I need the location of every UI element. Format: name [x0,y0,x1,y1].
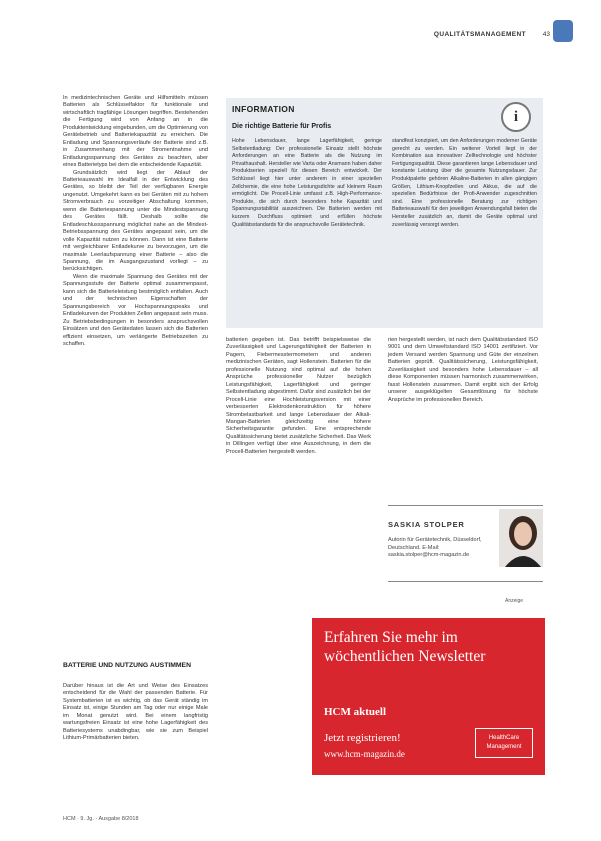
paragraph: Wenn die maximale Spannung des Gerätes mit der Spannungsstufe der Batterie optimal zusammenpasst, kann sich die Batterieleistung bestmöglich entfalten. Auch und der technischen Eigenschaften der Spannungsbereich vor Hochspannungspeaks und Entladekurven der Produkten Zellen angepasst sein muss. Zu Betriebsbedingungen in besonders anspruchsvollen Einsätzen und den Gerätedaten lassen sich die Batterien effizient einsetzen, um verlängerte Betriebszeiten zu schaffen. [63,273,208,347]
ad-register-link[interactable]: Jetzt registrieren! [324,732,401,744]
article-column-2: batterien gegeben ist. Das betrifft beispielsweise die Zuverlässigkeit und Lagerungsfähigkeit der Batterien in Pagern, Fiebermesstermometern und anderen medizinischen Geräten, sagt Hollenstein. Batterien für die professionelle Nutzung sind optimal auf die hohen Ansprüche professioneller Nutzer bezüglich Leistungsfähigkeit, Lagerfähigkeit und geringer Selbstentladung abgestimmt. Dafür sind zusätzlich bei der Procell-Linie eine Hochleistungsversion mit einer verbesserten Elektrodenkonstruktion für höhere Strombelastbarkeit und lange Lebensdauer der Alkali-Mangan-Batterien gleichzeitig eine höhere Sicherheitsgarantie gefunden. Eine entsprechende Qualitätssicherung bietet zusätzliche Sicherheit. Das Werk in Dillingen verfügt über eine Auszeichnung, in dem die Procell-Batterien hergestellt werden. [226,337,371,455]
ad-url-link[interactable]: www.hcm-magazin.de [324,749,405,759]
page-footer: HCM · 9. Jg. · Ausgabe 8/2018 [63,816,139,822]
info-box [226,98,543,328]
header-section-title: QUALITÄTSMANAGEMENT [433,31,526,38]
info-box-subtitle: Die richtige Batterie für Profis [232,123,332,130]
article-column-1-continued: Darüber hinaus ist die Art und Weise des Einsatzes entscheidend für die Wahl der passenden Batterie. Für Systembatterien ist es wichtig, ob das Gerät ständig im Einsatz ist, einige Stunden am Tag oder nur einige Male im Monat genutzt wird. Bei einem langfristig wartungsfreien Einsatz ist eine hohe Lagerfähigkeit des Batteriesystems unabdingbar, wie sie zum Beispiel Lithium-Primärbatterien bieten. [63,683,208,742]
section-tab-marker [553,20,573,42]
article-column-3: rien hergestellt werden, ist nach dem Qualitätsstandard ISO 9001 und dem Umweltstandard ISO 14001 zertifiziert. Vor jedem Versand werden Spannung und Güte der einzelnen Batterien geprüft. Qualitätssicherung, Leistungsfähigkeit, Zuverlässigkeit und besonders hohe Lebensdauer – all diese Komponenten müssen harmonisch zusammenwirken, fasst Hollenstein zusammen. Damit ergibt sich der Erfolg unserer ausgeklügelten Gesamtlösung für höchste Ansprüche im professionellen Bereich. [388,337,538,403]
info-icon: i [501,102,531,132]
author-box [388,505,543,582]
ad-label: Anzeige [505,598,524,604]
paragraph: In medizintechnischen Geräte und Hilfsmitteln müssen Batterien als Schlüsselfaktor für funktionale und wirtschaftlich tragfähige Lösungen begriffen. Bestehenden die Fertigung wird von Anfang an in die Produktentwicklung eingebunden, um die Optimierung von Gerätebetrieb und Batteriekapazität zu erreichen. Die Entladung und Spannungsverläufe der Batterie sind z.B. in Zusammenhang mit der Stromentnahme und Entladungsspannung des Gerätes zu beachten, aber eines Batterietyps bei dem die entscheidende Kapazität. [63,95,208,169]
author-name: SASKIA STOLPER [388,520,465,529]
healthcare-management-logo: HealthCare Management [475,728,533,758]
subheading-wrapper [63,658,208,670]
ad-brand: HCM aktuell [324,706,387,718]
paragraph: Grundsätzlich wird liegt der Ablauf der Batterieauswahl im Idealfall in der Entwicklung des Gerätes, so bleibt der Teil der verfügbaren Energie ungenutzt. Umgekehrt kann es bei Geräten mit zu hohem Stromverbrauch zu vorzeitiger Abschaltung kommen, wenn die Batteriespannung unter die Mindestspannung des Gerätes fällt. Deshalb sollte die Entladeschlussspannung möglichst nahe an die Mindest-Betriebsspannung des Gerätes angepasst sein, um die volle Kapazität nutzen zu können. Dann ist eine Batterie mit vergleichbarer Entladekurve zu bevorzugen, um die maximale Leerlaufspannung einer Batterie – also die Spannung, die im Ausgangszustand vorliegt – zu berücksichtigen. [63,169,208,273]
info-box-text-col-1: Hohe Lebensdauer, lange Lagerfähigkeit, geringe Selbstentladung: Der professionelle Einsatz stellt höchste Anforderungen an eine Batterie als die Nutzung im Privathaushalt. Hersteller wie Varta oder Ansmann haben daher Produktserien speziell für diesen Bereich entwickelt. Der Schlüssel liegt hier unter anderem in einer speziellen Zellchemie, die eine hohe Leistungsdichte auf kleinem Raum ermöglicht. Die Procell-Linie umfasst z.B. High-Performance-Produkte, die sich durch besonders hohe Kapazität und Spannungsstabilität auszeichnen. Die Batterien werden mit kurzem Durchfluss optimiert und erfüllen höchste Qualitätsstandards für die anspruchsvolle Gerätetechnik. [232,138,382,228]
info-box-title: INFORMATION [232,104,295,114]
info-box-text-col-2: standfest konzipiert, um den Anforderungen moderner Geräte gerecht zu werden. Ein weiterer Vorteil liegt in der Kombination aus innovativer Zelltechnologie und höchster Fertigungsqualität. Diese garantieren lange Lebensdauer und konstante Leistung über die gesamte Nutzungsdauer. Zur Produktpalette gehören Alkaline-Batterien in allen gängigen Größen, Lithium-Knopfzellen und Akkus, die auf die speziellen Bedürfnisse der Profi-Anwender zugeschnitten sind. Eine professionelle Beratung zur richtigen Batterieauswahl für den jeweiligen Anwendungsfall bieten die Hersteller zusätzlich an, damit die Geräte optimal und zuverlässig versorgt werden. [392,138,537,228]
page-number: 43 [542,31,550,38]
newsletter-ad[interactable] [312,618,545,775]
article-column-1 [63,95,208,348]
ad-headline: Erfahren Sie mehr im wöchentlichen Newsletter [324,629,486,665]
author-photo [499,509,543,567]
author-bio: Autorin für Gerätetechnik, Düsseldorf, Deutschland. E-Mail: saskia.stolper@hcm-magazin.de [388,537,482,558]
subheading: BATTERIE UND NUTZUNG AUSTIMMEN [63,662,191,669]
